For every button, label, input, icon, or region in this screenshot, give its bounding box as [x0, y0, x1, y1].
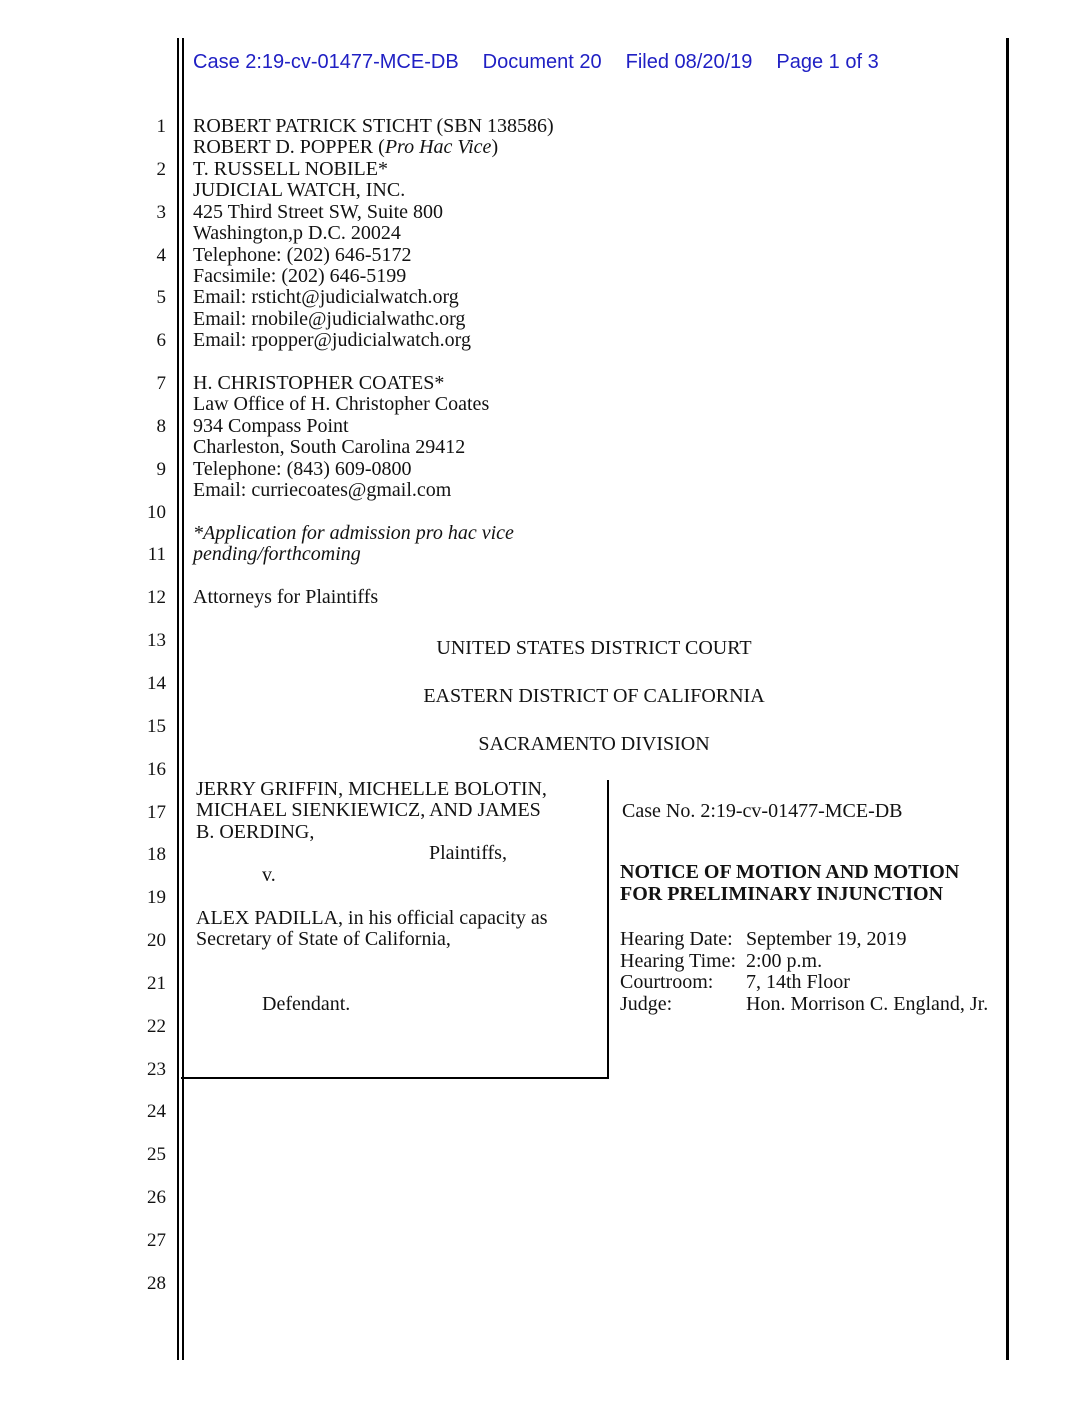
text-line: Telephone: (202) 646-5172 — [193, 243, 412, 266]
detail-value: 7, 14th Floor — [746, 971, 850, 994]
text-line: ROBERT PATRICK STICHT (SBN 138586) — [193, 115, 554, 137]
motion-title — [620, 862, 1000, 905]
text-line: ROBERT D. POPPER (Pro Hac Vice) — [193, 136, 499, 159]
line-numbers — [118, 116, 166, 1316]
detail-value: September 19, 2019 — [746, 928, 907, 950]
ecf-filed-date: Filed 08/20/19 — [625, 51, 753, 73]
text-line: Attorneys for Plaintiffs — [193, 586, 379, 609]
line-number: 13 — [147, 630, 166, 652]
line-number: 28 — [147, 1272, 166, 1294]
text-line — [193, 566, 613, 587]
text-line — [193, 352, 613, 373]
text-line: JUDICIAL WATCH, INC. — [193, 179, 406, 202]
line-number: 9 — [156, 458, 166, 480]
detail-value: Hon. Morrison C. England, Jr. — [746, 992, 989, 1015]
ecf-case-number: Case 2:19-cv-01477-MCE-DB — [193, 51, 459, 73]
text-line: Facsimile: (202) 646-5199 — [193, 264, 407, 287]
text-line: MICHAEL SIENKIEWICZ, AND JAMES — [196, 799, 541, 822]
ecf-document-number: Document 20 — [482, 51, 602, 73]
line-number: 5 — [156, 287, 166, 309]
hearing-detail-row — [620, 972, 1020, 994]
hearing-details — [620, 929, 1020, 1015]
line-number: 27 — [147, 1229, 166, 1251]
text-line: 425 Third Street SW, Suite 800 — [193, 200, 443, 223]
text-line — [196, 951, 598, 972]
hearing-detail-row — [620, 994, 1020, 1016]
text-line: B. OERDING, — [196, 820, 315, 843]
text-line: Law Office of H. Christopher Coates — [193, 393, 490, 416]
line-number: 17 — [147, 801, 166, 823]
hearing-detail-row — [620, 951, 1020, 973]
line-number: 15 — [147, 715, 166, 737]
text-line: Defendant. — [262, 992, 351, 1015]
line-number: 3 — [156, 201, 166, 223]
line-number: 16 — [147, 758, 166, 780]
court-name: UNITED STATES DISTRICT COURT — [436, 637, 752, 659]
text-line — [196, 886, 598, 907]
text-line: Email: rpopper@judicialwatch.org — [193, 329, 471, 352]
detail-label: Judge: — [620, 992, 673, 1015]
line-number: 24 — [147, 1101, 166, 1123]
detail-value: 2:00 p.m. — [746, 949, 823, 972]
text-line: Email: curriecoates@gmail.com — [193, 479, 452, 502]
text-line: Telephone: (843) 609-0800 — [193, 457, 412, 480]
line-number: 19 — [147, 887, 166, 909]
detail-label: Hearing Date: — [620, 928, 733, 950]
text-line: Charleston, South Carolina 29412 — [193, 436, 466, 459]
text-line: 934 Compass Point — [193, 414, 349, 437]
line-number: 20 — [147, 930, 166, 952]
ecf-page-number: Page 1 of 3 — [776, 51, 879, 73]
court-district: EASTERN DISTRICT OF CALIFORNIA — [423, 685, 765, 707]
line-number: 26 — [147, 1187, 166, 1209]
line-number: 22 — [147, 1015, 166, 1037]
text-line: *Application for admission pro hac vice — [193, 522, 514, 545]
line-number: 14 — [147, 672, 166, 694]
right-margin-rule — [1006, 38, 1009, 1360]
text-line: Secretary of State of California, — [196, 928, 451, 951]
text-line: Email: rnobile@judicialwathc.org — [193, 307, 466, 330]
attorney-block — [193, 116, 613, 609]
text-line — [196, 972, 598, 993]
line-number: 6 — [156, 330, 166, 352]
case-number: Case No. 2:19-cv-01477-MCE-DB — [622, 800, 903, 822]
line-number: 4 — [156, 244, 166, 266]
ecf-stamp-header — [193, 50, 879, 74]
line-number: 8 — [156, 415, 166, 437]
text-line: ALEX PADILLA, in his official capacity as — [196, 906, 548, 929]
line-number: 2 — [156, 158, 166, 180]
caption-box-bottom-border — [181, 1077, 609, 1079]
motion-title-line2: FOR PRELIMINARY INJUNCTION — [620, 882, 944, 905]
text-line: pending/forthcoming — [193, 543, 361, 566]
text-line: JERRY GRIFFIN, MICHELLE BOLOTIN, — [196, 778, 547, 800]
text-line: Washington,p D.C. 20024 — [193, 222, 401, 245]
line-number: 18 — [147, 844, 166, 866]
caption-box-divider — [607, 780, 609, 1077]
line-number: 23 — [147, 1058, 166, 1080]
text-line: T. RUSSELL NOBILE* — [193, 157, 388, 180]
caption-parties — [196, 779, 598, 1015]
detail-label: Hearing Time: — [620, 949, 737, 972]
line-number: 1 — [156, 116, 166, 137]
text-line: Email: rsticht@judicialwatch.org — [193, 286, 459, 309]
text-line: Plaintiffs, — [429, 842, 507, 865]
line-number: 12 — [147, 587, 166, 609]
line-number: 7 — [156, 373, 166, 395]
text-line — [193, 502, 613, 523]
line-number: 21 — [147, 972, 166, 994]
line-number: 10 — [147, 501, 166, 523]
detail-label: Courtroom: — [620, 971, 714, 994]
text-line: v. — [262, 863, 276, 886]
motion-title-line1: NOTICE OF MOTION AND MOTION — [620, 861, 960, 883]
line-number: 25 — [147, 1144, 166, 1166]
court-division: SACRAMENTO DIVISION — [478, 733, 710, 755]
hearing-detail-row — [620, 929, 1020, 951]
text-line: H. CHRISTOPHER COATES* — [193, 372, 445, 395]
line-number: 11 — [147, 544, 166, 566]
